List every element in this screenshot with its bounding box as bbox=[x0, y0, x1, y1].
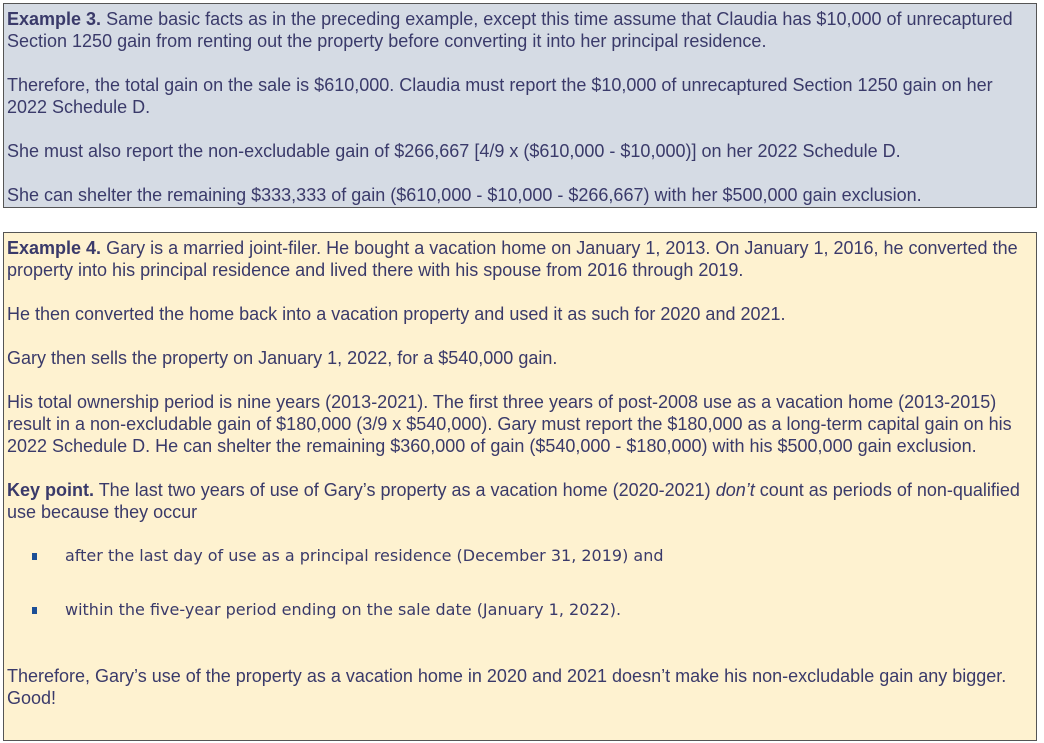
list-item bbox=[7, 599, 1033, 621]
bullet-text: after the last day of use as a principal residence (December 31, 2019) and bbox=[65, 546, 664, 565]
key-point-text-before: The last two years of use of Gary’s property as a vacation home (2020-2021) bbox=[94, 480, 716, 500]
example-4-conclusion: Therefore, Gary’s use of the property as a vacation home in 2020 and 2021 doesn’t make his non-excludable gain any bigger. Good! bbox=[7, 666, 1007, 708]
example-4-paragraph-3: His total ownership period is nine years (2013-2021). The first three years of post-2008 use as a vacation home (2013-2015) result in a non-excludable gain of $180,000 (3/9 x $540,000). Gary must report the $180,000 as a long-term capital gain on his 2022 Schedule D. He can shelter the remaining $360,000 of gain ($540,000 - $180,000) with his $500,000 gain exclusion. bbox=[7, 392, 1012, 456]
example-4-box bbox=[3, 232, 1037, 741]
example-3-paragraph-2: She must also report the non-excludable gain of $266,667 [4/9 x ($610,000 - $10,000)] on her 2022 Schedule D. bbox=[7, 141, 901, 161]
example-4-intro-text: Gary is a married joint-filer. He bought a vacation home on January 1, 2013. On January 1, 2016, he converted the property into his principal residence and lived there with his spouse from 2016 through 2019. bbox=[7, 238, 1018, 280]
square-bullet-icon bbox=[32, 607, 37, 614]
bullet-text: within the five-year period ending on the sale date (January 1, 2022). bbox=[65, 600, 622, 619]
example-3-intro-text: Same basic facts as in the preceding example, except this time assume that Claudia has $10,000 of unrecaptured Section 1250 gain from renting out the property before converting it into her principal residence. bbox=[7, 9, 1013, 51]
example-3-intro bbox=[7, 8, 1033, 52]
example-4-paragraph-2: Gary then sells the property on January 1, 2022, for a $540,000 gain. bbox=[7, 348, 558, 368]
example-3-box bbox=[3, 3, 1037, 208]
example-4-paragraph-1: He then converted the home back into a vacation property and used it as such for 2020 and 2021. bbox=[7, 304, 786, 324]
example-4-intro bbox=[7, 237, 1033, 281]
example-4-label: Example 4. bbox=[7, 238, 102, 258]
example-3-paragraph-1: Therefore, the total gain on the sale is $610,000. Claudia must report the $10,000 of unrecaptured Section 1250 gain on her 2022 Schedule D. bbox=[7, 75, 993, 117]
example-3-label: Example 3. bbox=[7, 9, 102, 29]
example-3-paragraph-3: She can shelter the remaining $333,333 of gain ($610,000 - $10,000 - $266,667) with her $500,000 gain exclusion. bbox=[7, 185, 922, 205]
list-item bbox=[7, 545, 1033, 567]
key-point-text-after: count as periods of non-qualified use because they occur bbox=[7, 480, 1020, 522]
key-point-label: Key point. bbox=[7, 480, 95, 500]
key-point-paragraph bbox=[7, 479, 1033, 523]
square-bullet-icon bbox=[32, 553, 37, 560]
key-point-bullet-list bbox=[7, 545, 1033, 621]
key-point-emphasis: don’t bbox=[715, 480, 755, 500]
